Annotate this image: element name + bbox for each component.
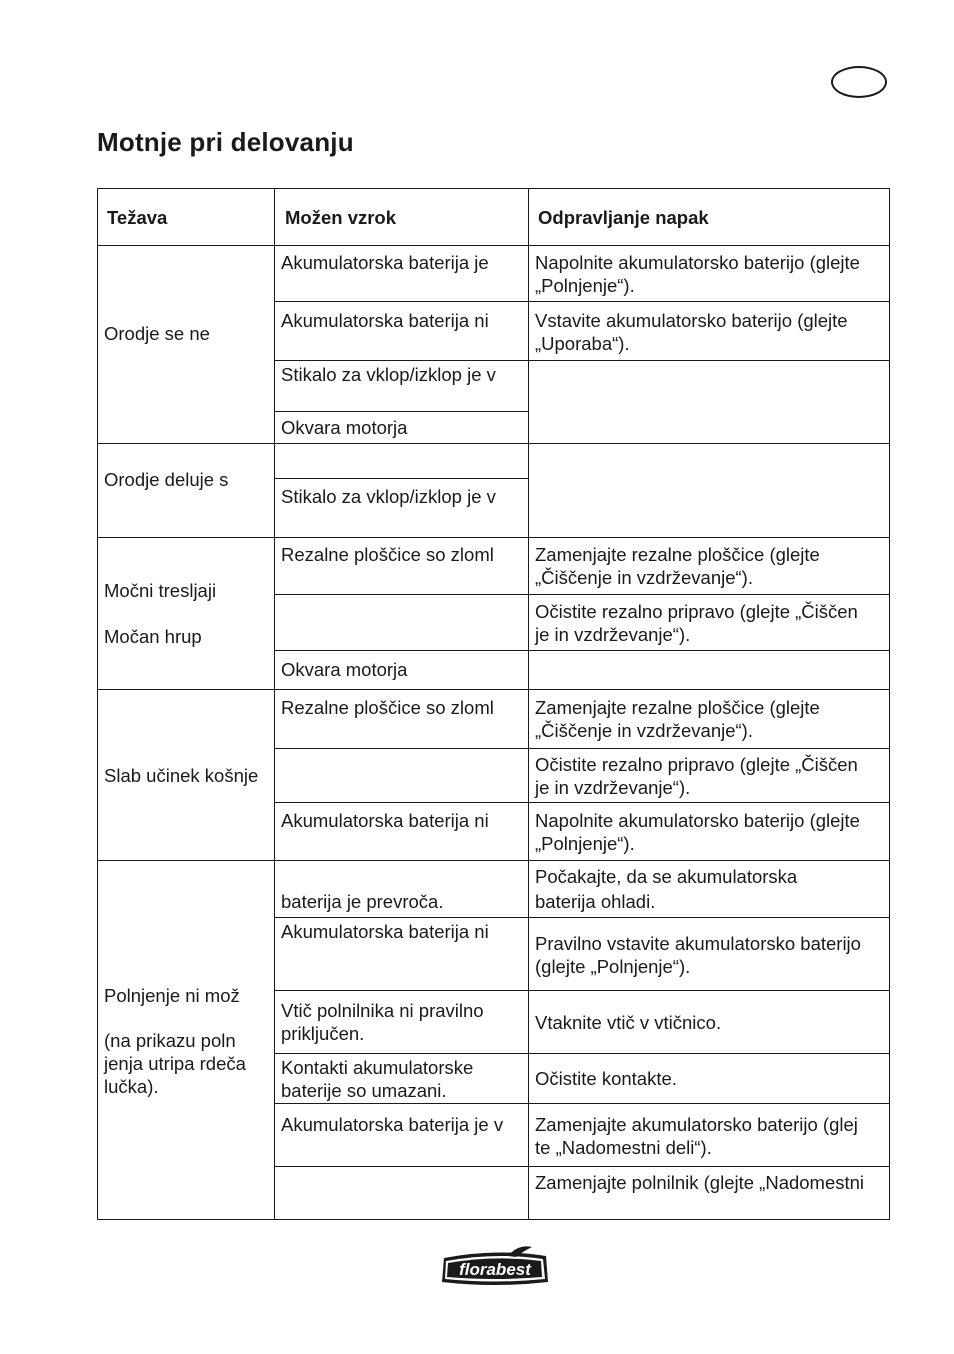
remedy-cell: je in vzdrževanje“).	[535, 624, 691, 645]
row-divider	[274, 360, 890, 361]
remedy-cell: Očistite rezalno pripravo (glejte „Čiščen	[535, 601, 858, 622]
table-border-right	[889, 188, 890, 1220]
header-remedy: Odpravljanje napak	[538, 207, 709, 228]
cause-cell: Akumulatorska baterija ni	[281, 810, 489, 831]
remedy-cell: Vtaknite vtič v vtičnico.	[535, 1012, 722, 1033]
column-divider	[528, 188, 529, 1220]
table-border-left	[97, 188, 98, 1220]
problem-cell: Slab učinek košnje	[104, 765, 259, 786]
remedy-cell: Očistite kontakte.	[535, 1068, 677, 1089]
problem-cell: Močan hrup	[104, 626, 202, 647]
remedy-cell: Napolnite akumulatorsko baterijo (glejte	[535, 252, 860, 273]
row-divider	[274, 748, 890, 749]
group-divider	[97, 689, 890, 690]
problem-cell: lučka).	[104, 1076, 159, 1097]
row-divider	[274, 411, 528, 412]
group-divider	[97, 860, 890, 861]
remedy-cell: Očistite rezalno pripravo (glejte „Čiščen	[535, 754, 858, 775]
problem-cell: (na prikazu poln	[104, 1030, 236, 1051]
cause-cell: Kontakti akumulatorske	[281, 1057, 474, 1078]
cause-cell: baterija je prevroča.	[281, 891, 444, 912]
row-divider	[274, 594, 890, 595]
remedy-cell: „Čiščenje in vzdrževanje“).	[535, 720, 753, 741]
cause-cell: Vtič polnilnika ni pravilno	[281, 1000, 484, 1021]
row-divider	[274, 1166, 890, 1167]
remedy-cell: „Uporaba“).	[535, 333, 630, 354]
row-divider	[274, 1103, 890, 1104]
cause-cell: Akumulatorska baterija je v	[281, 1114, 504, 1135]
problem-cell: Močni tresljaji	[104, 580, 217, 601]
header-problem: Težava	[107, 207, 168, 228]
group-divider	[97, 537, 890, 538]
florabest-logo-icon	[438, 1244, 552, 1288]
problem-cell: Orodje deluje s	[104, 469, 229, 490]
remedy-cell: (glejte „Polnjenje“).	[535, 956, 691, 977]
row-divider	[274, 990, 890, 991]
remedy-cell: Zamenjajte rezalne ploščice (glejte	[535, 544, 820, 565]
remedy-cell: Zamenjajte rezalne ploščice (glejte	[535, 697, 820, 718]
remedy-cell: Pravilno vstavite akumulatorsko baterijo	[535, 933, 861, 954]
remedy-cell: Počakajte, da se akumulatorska	[535, 866, 798, 887]
page-title: Motnje pri delovanju	[97, 127, 354, 157]
cause-cell: Stikalo za vklop/izklop je v	[281, 364, 496, 385]
group-divider	[97, 443, 890, 444]
remedy-cell: Zamenjajte polnilnik (glejte „Nadomestni	[535, 1172, 865, 1193]
row-divider	[274, 802, 890, 803]
cause-cell: Rezalne ploščice so zloml	[281, 697, 494, 718]
row-divider	[274, 1053, 890, 1054]
cause-cell: Rezalne ploščice so zloml	[281, 544, 494, 565]
cause-cell: Okvara motorja	[281, 417, 408, 438]
column-divider	[274, 188, 275, 1220]
remedy-cell: Zamenjajte akumulatorsko baterijo (glej	[535, 1114, 858, 1135]
remedy-cell: te „Nadomestni deli“).	[535, 1137, 712, 1158]
problem-cell: Orodje se ne	[104, 323, 210, 344]
cause-cell: Stikalo za vklop/izklop je v	[281, 486, 496, 507]
remedy-cell: „Čiščenje in vzdrževanje“).	[535, 567, 753, 588]
row-divider	[274, 650, 890, 651]
header-divider	[97, 245, 890, 246]
problem-cell: jenja utripa rdeča	[104, 1053, 246, 1074]
remedy-cell: baterija ohladi.	[535, 891, 656, 912]
cause-cell: Akumulatorska baterija ni	[281, 310, 489, 331]
remedy-cell: Napolnite akumulatorsko baterijo (glejte	[535, 810, 860, 831]
cause-cell: Akumulatorska baterija ni	[281, 921, 489, 942]
remedy-cell: „Polnjenje“).	[535, 833, 635, 854]
table-border-top	[97, 188, 890, 189]
row-divider	[274, 917, 890, 918]
cause-cell: baterije so umazani.	[281, 1080, 447, 1101]
cause-cell: Okvara motorja	[281, 659, 408, 680]
row-divider	[274, 478, 528, 479]
remedy-cell: je in vzdrževanje“).	[535, 777, 691, 798]
table-border-bottom	[97, 1219, 890, 1220]
problem-cell: Polnjenje ni mož	[104, 985, 240, 1006]
logo-text: florabest	[459, 1260, 531, 1279]
row-divider	[274, 301, 890, 302]
header-cause: Možen vzrok	[285, 207, 397, 228]
cause-cell: priključen.	[281, 1023, 365, 1044]
remedy-cell: „Polnjenje“).	[535, 275, 635, 296]
remedy-cell: Vstavite akumulatorsko baterijo (glejte	[535, 310, 848, 331]
cause-cell: Akumulatorska baterija je	[281, 252, 489, 273]
